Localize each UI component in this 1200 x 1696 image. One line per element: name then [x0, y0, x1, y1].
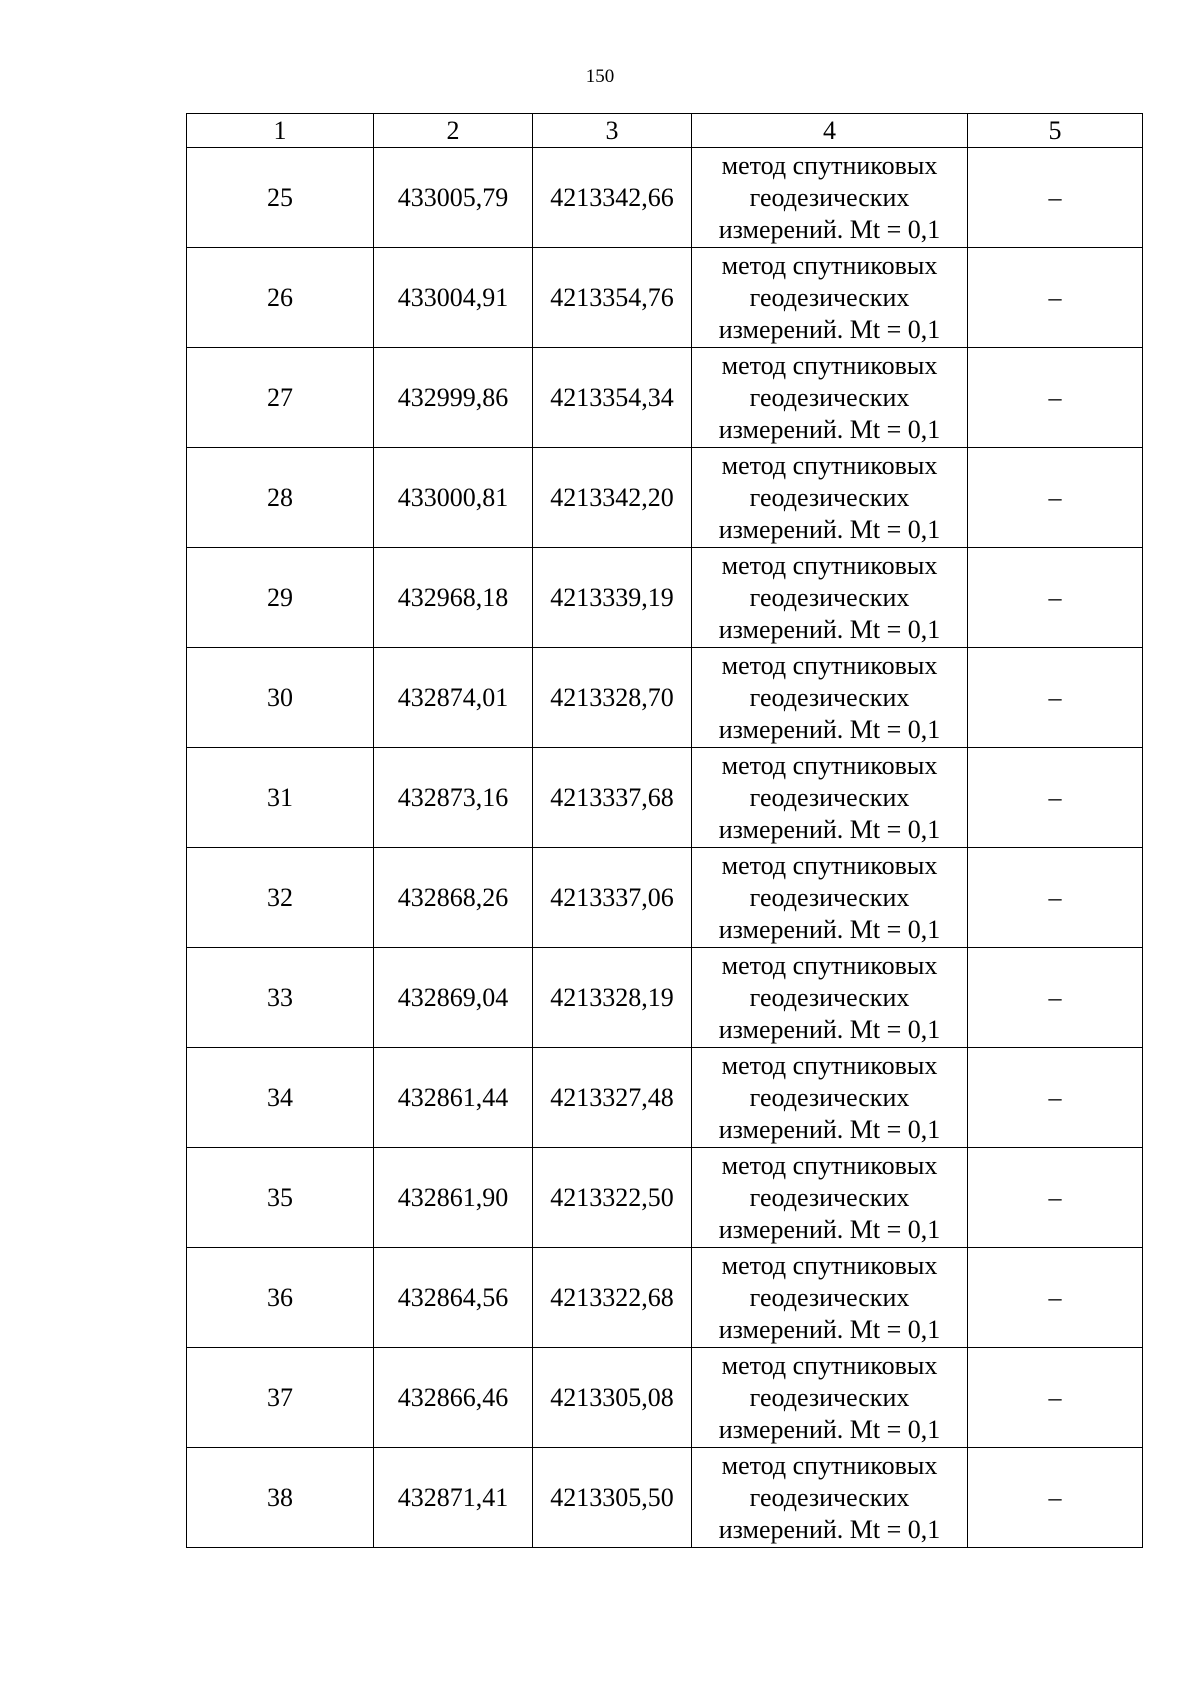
x-coordinate-cell: 432866,46 [374, 1348, 533, 1448]
method-line: геодезических [749, 482, 910, 512]
method-line: геодезических [749, 582, 910, 612]
x-coordinate-cell: 432999,86 [374, 348, 533, 448]
method-line: геодезических [749, 782, 910, 812]
method-line: метод спутниковых [721, 350, 938, 380]
method-line: измерений. Mt = 0,1 [718, 614, 941, 644]
method-cell [692, 1448, 968, 1548]
x-coordinate-cell: 432861,90 [374, 1148, 533, 1248]
table-row [187, 148, 1143, 248]
method-cell [692, 1348, 968, 1448]
table-row [187, 548, 1143, 648]
method-line: измерений. Mt = 0,1 [718, 714, 941, 744]
method-line: метод спутниковых [721, 750, 938, 780]
method-cell [692, 848, 968, 948]
table-row [187, 748, 1143, 848]
point-number-cell: 36 [187, 1248, 374, 1348]
y-coordinate-cell: 4213337,68 [533, 748, 692, 848]
table-row [187, 648, 1143, 748]
method-line: метод спутниковых [721, 850, 938, 880]
method-cell [692, 148, 968, 248]
method-cell [692, 248, 968, 348]
method-line: метод спутниковых [721, 950, 938, 980]
method-line: метод спутниковых [721, 1350, 938, 1380]
method-line: измерений. Mt = 0,1 [718, 1014, 941, 1044]
method-line: геодезических [749, 682, 910, 712]
method-line: геодезических [749, 1482, 910, 1512]
point-number-cell: 28 [187, 448, 374, 548]
y-coordinate-cell: 4213354,34 [533, 348, 692, 448]
header-col-3: 3 [533, 114, 692, 148]
y-coordinate-cell: 4213327,48 [533, 1048, 692, 1148]
x-coordinate-cell: 432861,44 [374, 1048, 533, 1148]
method-line: метод спутниковых [721, 1050, 938, 1080]
x-coordinate-cell: 432968,18 [374, 548, 533, 648]
y-coordinate-cell: 4213342,66 [533, 148, 692, 248]
note-cell: – [968, 1248, 1143, 1348]
note-cell: – [968, 1348, 1143, 1448]
y-coordinate-cell: 4213322,50 [533, 1148, 692, 1248]
method-line: геодезических [749, 982, 910, 1012]
method-line: метод спутниковых [721, 250, 938, 280]
note-cell: – [968, 648, 1143, 748]
method-line: метод спутниковых [721, 450, 938, 480]
point-number-cell: 30 [187, 648, 374, 748]
method-line: измерений. Mt = 0,1 [718, 314, 941, 344]
method-line: метод спутниковых [721, 1450, 938, 1480]
point-number-cell: 37 [187, 1348, 374, 1448]
y-coordinate-cell: 4213337,06 [533, 848, 692, 948]
header-col-1: 1 [187, 114, 374, 148]
method-cell [692, 748, 968, 848]
method-line: измерений. Mt = 0,1 [718, 814, 941, 844]
x-coordinate-cell: 432864,56 [374, 1248, 533, 1348]
method-line: геодезических [749, 1382, 910, 1412]
y-coordinate-cell: 4213305,50 [533, 1448, 692, 1548]
method-line: измерений. Mt = 0,1 [718, 1414, 941, 1444]
y-coordinate-cell: 4213328,70 [533, 648, 692, 748]
point-number-cell: 34 [187, 1048, 374, 1148]
method-cell [692, 448, 968, 548]
note-cell: – [968, 148, 1143, 248]
y-coordinate-cell: 4213322,68 [533, 1248, 692, 1348]
point-number-cell: 38 [187, 1448, 374, 1548]
x-coordinate-cell: 433004,91 [374, 248, 533, 348]
header-col-5: 5 [968, 114, 1143, 148]
method-line: геодезических [749, 1082, 910, 1112]
table-row [187, 1348, 1143, 1448]
y-coordinate-cell: 4213328,19 [533, 948, 692, 1048]
y-coordinate-cell: 4213354,76 [533, 248, 692, 348]
note-cell: – [968, 748, 1143, 848]
note-cell: – [968, 1148, 1143, 1248]
point-number-cell: 27 [187, 348, 374, 448]
x-coordinate-cell: 432873,16 [374, 748, 533, 848]
method-line: геодезических [749, 382, 910, 412]
method-line: измерений. Mt = 0,1 [718, 1214, 941, 1244]
method-line: геодезических [749, 1282, 910, 1312]
header-col-2: 2 [374, 114, 533, 148]
method-line: метод спутниковых [721, 550, 938, 580]
table-row [187, 248, 1143, 348]
method-cell [692, 1048, 968, 1148]
table-row [187, 1448, 1143, 1548]
note-cell: – [968, 848, 1143, 948]
method-cell [692, 648, 968, 748]
x-coordinate-cell: 433005,79 [374, 148, 533, 248]
table-row [187, 1048, 1143, 1148]
page-number: 150 [585, 66, 615, 87]
note-cell: – [968, 348, 1143, 448]
x-coordinate-cell: 432869,04 [374, 948, 533, 1048]
method-line: измерений. Mt = 0,1 [718, 914, 941, 944]
table-row [187, 348, 1143, 448]
y-coordinate-cell: 4213339,19 [533, 548, 692, 648]
method-line: метод спутниковых [721, 1150, 938, 1180]
method-cell [692, 948, 968, 1048]
method-cell [692, 1248, 968, 1348]
x-coordinate-cell: 432871,41 [374, 1448, 533, 1548]
x-coordinate-cell: 433000,81 [374, 448, 533, 548]
note-cell: – [968, 248, 1143, 348]
method-line: измерений. Mt = 0,1 [718, 1314, 941, 1344]
note-cell: – [968, 548, 1143, 648]
point-number-cell: 32 [187, 848, 374, 948]
method-line: измерений. Mt = 0,1 [718, 1114, 941, 1144]
method-line: метод спутниковых [721, 650, 938, 680]
method-line: измерений. Mt = 0,1 [718, 414, 941, 444]
method-line: метод спутниковых [721, 1250, 938, 1280]
method-line: геодезических [749, 182, 910, 212]
table-row [187, 448, 1143, 548]
note-cell: – [968, 1048, 1143, 1148]
method-line: метод спутниковых [721, 150, 938, 180]
table-row [187, 848, 1143, 948]
method-line: геодезических [749, 882, 910, 912]
table-header-row [187, 114, 1143, 148]
method-line: геодезических [749, 1182, 910, 1212]
x-coordinate-cell: 432868,26 [374, 848, 533, 948]
point-number-cell: 29 [187, 548, 374, 648]
header-col-4: 4 [692, 114, 968, 148]
point-number-cell: 25 [187, 148, 374, 248]
method-cell [692, 1148, 968, 1248]
table-row [187, 1148, 1143, 1248]
table-row [187, 1248, 1143, 1348]
note-cell: – [968, 448, 1143, 548]
point-number-cell: 26 [187, 248, 374, 348]
point-number-cell: 31 [187, 748, 374, 848]
method-line: геодезических [749, 282, 910, 312]
y-coordinate-cell: 4213305,08 [533, 1348, 692, 1448]
method-line: измерений. Mt = 0,1 [718, 214, 941, 244]
y-coordinate-cell: 4213342,20 [533, 448, 692, 548]
point-number-cell: 35 [187, 1148, 374, 1248]
table-body [187, 148, 1143, 1548]
coordinates-table [186, 113, 1143, 1548]
method-cell [692, 348, 968, 448]
method-line: измерений. Mt = 0,1 [718, 514, 941, 544]
method-line: измерений. Mt = 0,1 [718, 1514, 941, 1544]
point-number-cell: 33 [187, 948, 374, 1048]
method-cell [692, 548, 968, 648]
note-cell: – [968, 948, 1143, 1048]
table-row [187, 948, 1143, 1048]
x-coordinate-cell: 432874,01 [374, 648, 533, 748]
note-cell: – [968, 1448, 1143, 1548]
